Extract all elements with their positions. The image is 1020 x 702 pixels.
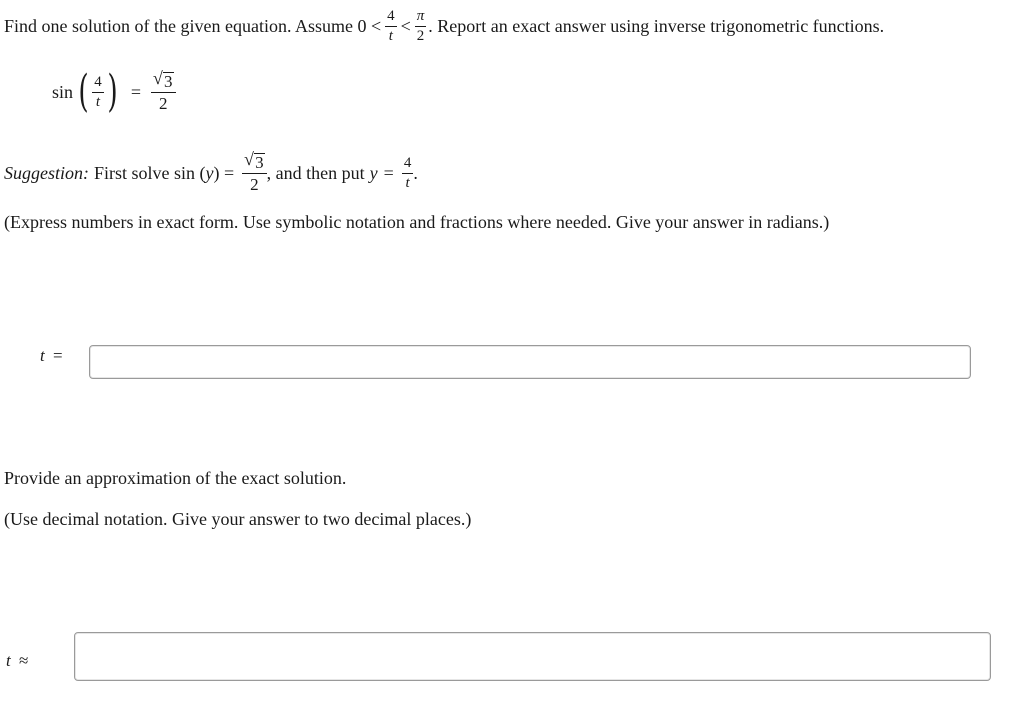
sqrt-symbol: √ 3	[244, 148, 264, 172]
suggestion-sqrt3-over-2: √ 3 2	[242, 153, 267, 194]
problem-intro: Find one solution of the given equation. Assume 0 <	[4, 16, 382, 36]
answer2-var: t	[6, 651, 11, 670]
less-than: <	[400, 16, 411, 36]
answer2-rel: ≈	[18, 651, 29, 670]
suggestion-text-2: ) =	[213, 163, 235, 183]
suggestion-text-1: First solve sin (	[94, 163, 206, 183]
instructions-exact: (Express numbers in exact form. Use symbolic notation and fractions where needed. Give your answer in radians.)	[4, 212, 830, 232]
right-paren: )	[107, 66, 118, 117]
fraction-4-over-t: $\frac{4}{t}$	[387, 7, 395, 44]
sqrt3-over-2: √ 3 2	[151, 72, 176, 113]
answer1-label	[40, 345, 63, 367]
approx-answer-value	[75, 633, 990, 657]
approx-answer-input[interactable]	[74, 632, 991, 681]
suggestion-equals: =	[383, 163, 394, 183]
equation-fraction: $\frac{4}{t}$	[94, 73, 102, 110]
sqrt-symbol: √ 3	[153, 67, 173, 91]
sin-function: sin	[52, 82, 74, 102]
left-paren: (	[78, 66, 89, 117]
approx-prompt: Provide an approximation of the exact solution.	[4, 468, 347, 488]
suggestion-text-3: , and then put	[266, 163, 365, 183]
problem-statement	[4, 6, 884, 46]
var-y-2: y	[369, 163, 378, 183]
var-y: y	[205, 163, 214, 183]
suggestion-label: Suggestion:	[4, 163, 89, 183]
problem-tail: . Report an exact answer using inverse trigonometric functions.	[428, 16, 885, 36]
answer2-label	[6, 650, 28, 672]
suggestion-fraction-4-over-t: $\frac{4}{t}$	[403, 154, 412, 191]
exact-answer-value	[90, 346, 970, 358]
answer1-var: t	[40, 346, 45, 365]
exact-answer-input[interactable]	[89, 345, 971, 379]
fraction-pi-over-2: $\frac{\pi}{2}$	[416, 7, 425, 44]
answer1-rel: =	[52, 346, 63, 365]
main-equation	[52, 64, 176, 120]
instructions-decimal: (Use decimal notation. Give your answer to two decimal places.)	[4, 509, 472, 529]
suggestion-period: .	[413, 163, 418, 183]
equals-sign: =	[130, 82, 142, 102]
suggestion-line	[4, 146, 418, 200]
